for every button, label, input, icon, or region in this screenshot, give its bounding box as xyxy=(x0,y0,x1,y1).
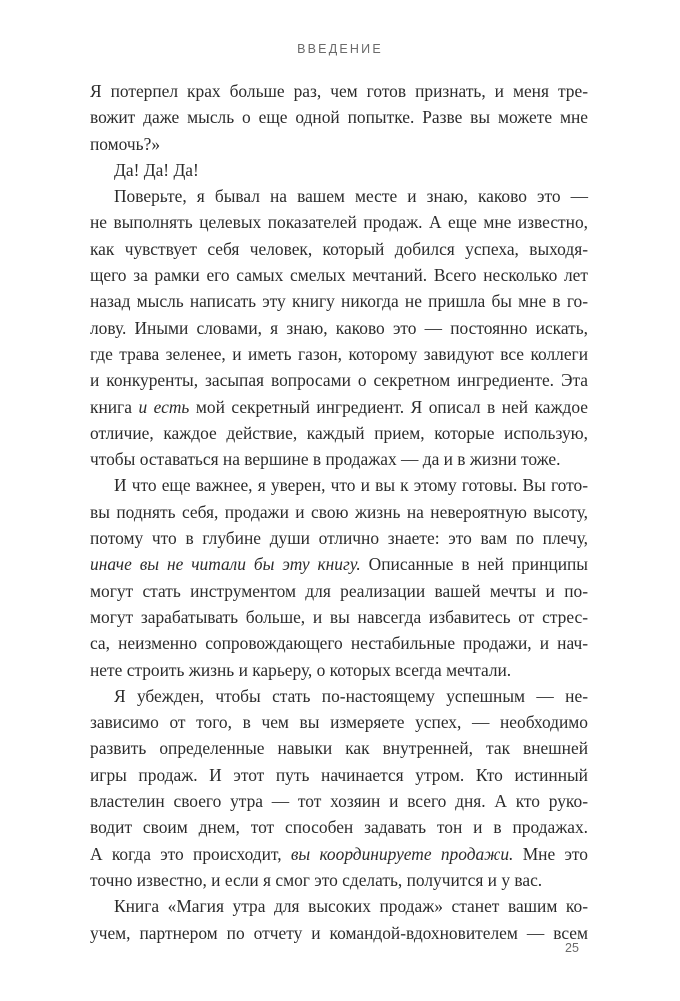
text-run: А когда это происходит, xyxy=(90,843,291,864)
italic-run: и есть xyxy=(138,396,190,417)
text-line: водит своим днем, тот способен задавать тон и в продажах. xyxy=(90,817,588,838)
text-line: щего за рамки его самых смелых мечтаний. Всего несколько лет xyxy=(90,265,588,286)
text-line: Я потерпел крах больше раз, чем готов признать, и меня тре- xyxy=(90,81,588,101)
text-line xyxy=(90,394,588,420)
text-run: книга xyxy=(90,396,139,417)
text-line: потому что в глубине души отлично знаете: это вам по плечу, xyxy=(90,528,588,549)
text-run: Описанные в ней принципы xyxy=(360,554,588,575)
text-line: где трава зеленее, и иметь газон, которому завидуют все коллеги xyxy=(90,343,588,364)
text-line: точно известно, и если я смог это сделать, получится и у вас. xyxy=(90,869,543,890)
italic-run: иначе вы не читали бы эту книгу. xyxy=(90,554,361,575)
text-line: лову. Иными словами, я знаю, каково это — постоянно искать, xyxy=(90,317,588,338)
text-line: властелин своего утра — тот хозяин и всего дня. А кто руко- xyxy=(90,791,588,812)
text-line: помочь?» xyxy=(90,133,161,154)
text-line: не выполнять целевых показателей продаж. А еще мне известно, xyxy=(90,212,588,233)
text-line: могут зарабатывать больше, и вы навсегда избавитесь от стрес- xyxy=(90,606,588,627)
text-run: Мне это xyxy=(513,843,588,864)
text-line: Книга «Магия утра для высоких продаж» станет вашим ко- xyxy=(114,896,588,917)
text-line: вы поднять себя, продажи и свою жизнь на невероятную высоту, xyxy=(90,501,588,522)
text-line: назад мысль написать эту книгу никогда не пришла бы мне в го- xyxy=(90,291,588,312)
running-head: ВВЕДЕНИЕ xyxy=(297,42,383,56)
text-line: отличие, каждое действие, каждый прием, которые использую, xyxy=(90,422,588,443)
text-line xyxy=(90,551,588,577)
text-line: и конкуренты, засыпая вопросами о секретном ингредиенте. Эта xyxy=(90,370,588,391)
page-number: 25 xyxy=(565,941,579,955)
text-line: чтобы оставаться на вершине в продажах — да и в жизни тоже. xyxy=(90,449,561,470)
text-line: И что еще важнее, я уверен, что и вы к этому готовы. Вы гото- xyxy=(114,475,588,496)
text-line: игры продаж. И этот путь начинается утром. Кто истинный xyxy=(90,764,588,785)
text-run: мой секретный ингредиент. Я описал в ней каждое xyxy=(189,396,588,417)
italic-run: вы координируете продажи. xyxy=(290,843,514,864)
text-line: зависимо от того, в чем вы измеряете успех, — необходимо xyxy=(90,712,588,733)
text-line: могут стать инструментом для реализации вашей мечты и по- xyxy=(90,580,588,601)
text-line: нете строить жизнь и карьеру, о которых всегда мечтали. xyxy=(90,659,512,680)
text-line: как чувствует себя человек, который добился успеха, выходя- xyxy=(90,238,588,259)
text-line: вожит даже мысль о еще одной попытке. Разве вы можете мне xyxy=(90,107,588,128)
text-line: учем, партнером по отчету и командой-вдохновителем — всем xyxy=(90,922,588,943)
text-line: Да! Да! Да! xyxy=(114,159,199,180)
text-line: Я убежден, чтобы стать по-настоящему успешным — не- xyxy=(114,685,588,706)
text-line: Поверьте, я бывал на вашем месте и знаю, каково это — xyxy=(114,186,588,207)
text-line xyxy=(90,841,588,867)
text-line: развить определенные навыки как внутренней, так внешней xyxy=(90,738,588,759)
body-text xyxy=(90,78,588,946)
text-line: са, неизменно сопровождающего нестабильные продажи, и нач- xyxy=(90,633,588,654)
